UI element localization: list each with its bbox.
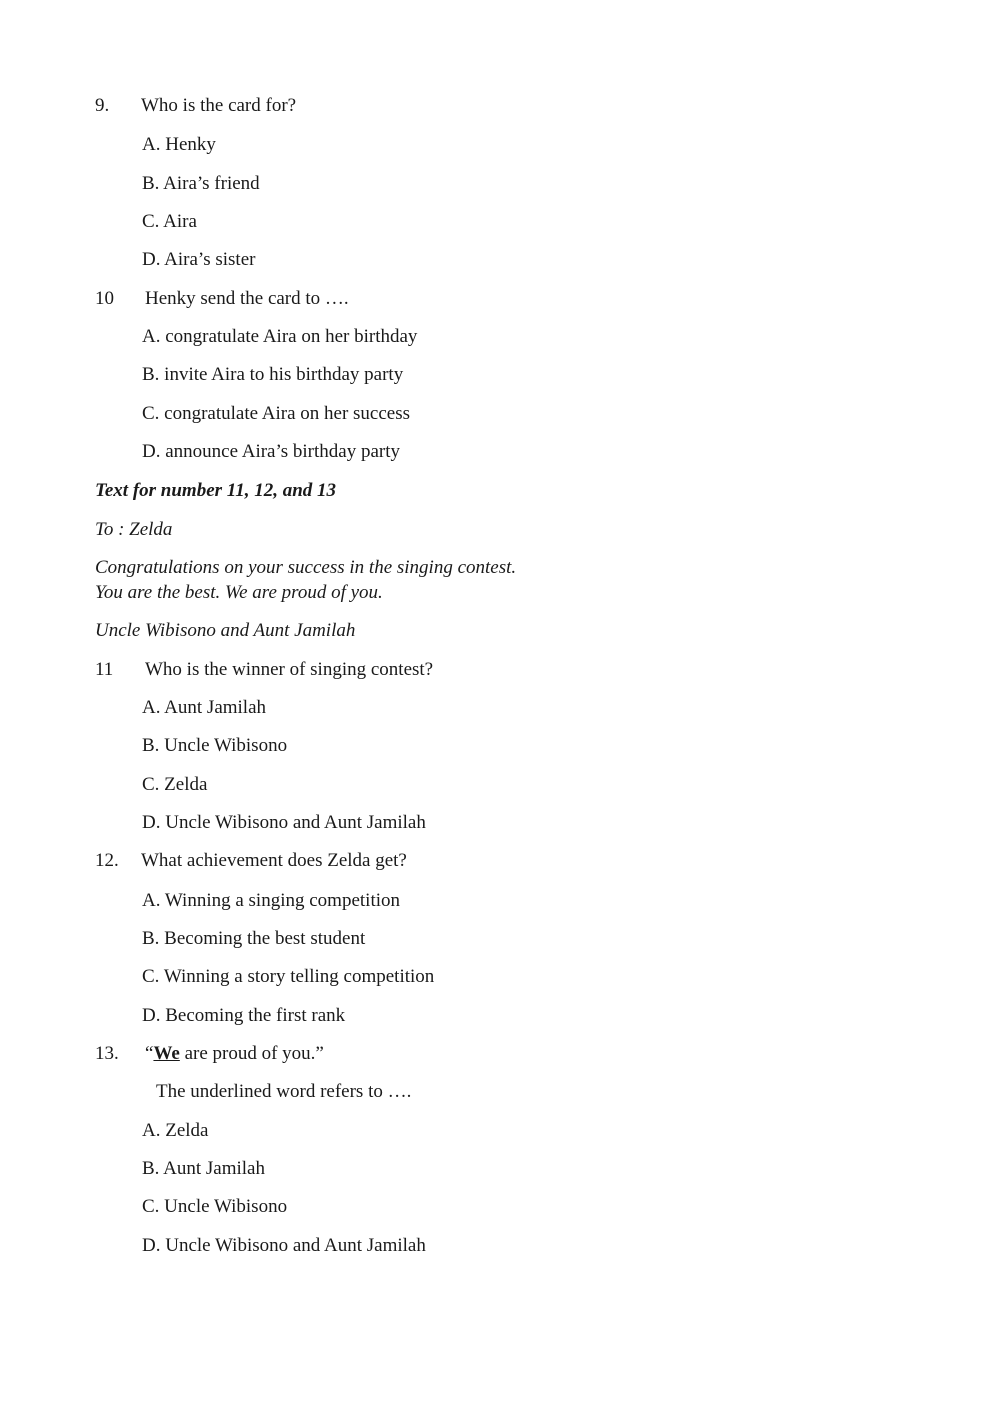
question-9-option-c: C. Aira [142,211,197,232]
question-9-option-b: B. Aira’s friend [142,173,260,194]
question-12-text: What achievement does Zelda get? [141,850,407,871]
quote-open-mark: “ [145,1043,154,1064]
question-11-option-a: A. Aunt Jamilah [142,697,267,718]
question-12-option-d: D. Becoming the first rank [142,1005,346,1026]
question-13-option-c: C. Uncle Wibisono [142,1196,288,1217]
question-12-number: 12. [95,850,119,871]
question-12-option-b: B. Becoming the best student [142,928,366,949]
question-11-number: 11 [95,659,114,680]
passage-signature: Uncle Wibisono and Aunt Jamilah [95,620,356,641]
question-12-option-a: A. Winning a singing competition [142,890,401,911]
passage-body-line-1: Congratulations on your success in the singing contest. [95,557,517,578]
question-11-option-d: D. Uncle Wibisono and Aunt Jamilah [142,812,426,833]
passage-heading: Text for number 11, 12, and 13 [95,480,337,501]
question-10-option-a: A. congratulate Aira on her birthday [142,326,418,347]
question-13-option-a: A. Zelda [142,1120,209,1141]
question-13-subtext: The underlined word refers to …. [156,1081,412,1102]
question-12-option-c: C. Winning a story telling competition [142,966,435,987]
question-11-text: Who is the winner of singing contest? [145,659,434,680]
question-11-option-c: C. Zelda [142,774,208,795]
question-9-option-d: D. Aira’s sister [142,249,256,270]
question-10-number: 10 [95,288,114,309]
question-9-text: Who is the card for? [141,95,297,116]
underlined-word: We [153,1043,180,1064]
question-13-number: 13. [95,1043,119,1064]
question-11-option-b: B. Uncle Wibisono [142,735,288,756]
question-13-quote [145,1042,324,1066]
question-10-option-b: B. invite Aira to his birthday party [142,364,404,385]
question-13-option-d: D. Uncle Wibisono and Aunt Jamilah [142,1235,426,1256]
question-9-option-a: A. Henky [142,134,216,155]
question-13-option-b: B. Aunt Jamilah [142,1158,265,1179]
quote-rest: are proud of you.” [179,1043,324,1064]
question-10-option-d: D. announce Aira’s birthday party [142,441,401,462]
question-9-number: 9. [95,95,110,116]
passage-body-line-2: You are the best. We are proud of you. [95,582,383,603]
passage-recipient: To : Zelda [95,519,173,540]
question-10-text: Henky send the card to …. [145,288,349,309]
question-10-option-c: C. congratulate Aira on her success [142,403,411,424]
